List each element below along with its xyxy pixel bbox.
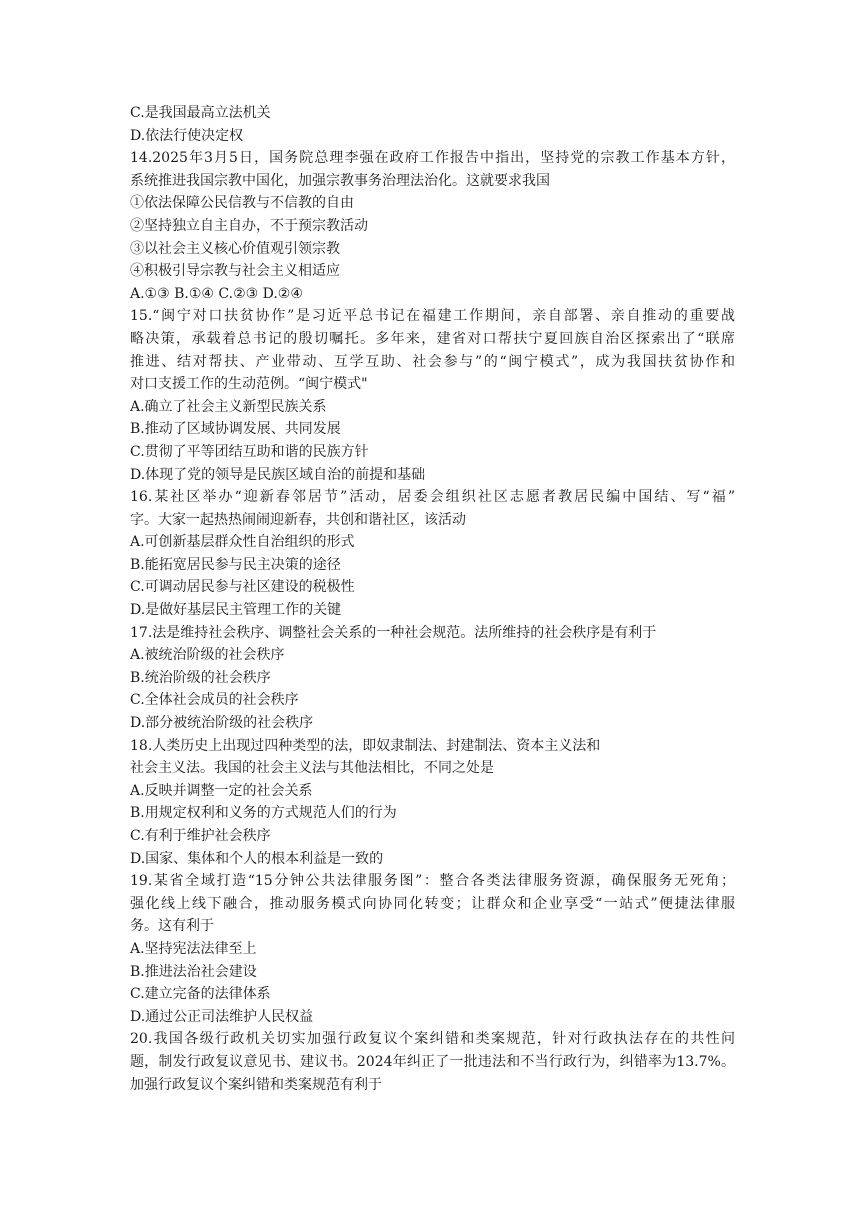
text-line: D.国家、集体和个人的根本利益是一致的 (130, 850, 384, 867)
text-line: C.可调动居民参与社区建设的税极性 (130, 579, 355, 596)
text-line: C.是我国最高立法机关 (130, 105, 271, 121)
text-line: A.坚持宪法法律至上 (130, 940, 257, 957)
text-line: 略决策，承载着总书记的殷切嘱托。多年来，建省对口帮扶宁夏回族自治区探索出了“联席 (130, 330, 735, 347)
text-line: D.是做好基层民主管理工作的关键 (130, 602, 342, 619)
text-line: 加强行政复议个案纠错和类案规范有利于 (130, 1076, 382, 1093)
text-line: 推进、结对帮扶、产业带动、互学互助、社会参与”的“闽宁模式”，成为我国扶贫协作和 (130, 353, 735, 370)
text-line: B.推动了区域协调发展、共同发展 (130, 421, 341, 438)
text-line: B.用规定权利和义务的方式规范人们的行为 (130, 805, 397, 822)
text-line: A.被统治阶级的社会秩序 (130, 647, 285, 664)
text-line: ④积极引导宗教与社会主义相适应 (130, 263, 340, 280)
text-line: D.通过公正司法维护人民权益 (130, 1008, 314, 1025)
text-line: C.贯彻了平等团结互助和谐的民族方针 (130, 443, 369, 460)
text-line: C.建立完备的法律体系 (130, 986, 271, 1003)
text-line: C.全体社会成员的社会秩序 (130, 692, 299, 709)
text-line: B.能拓宽居民参与民主决策的途径 (130, 556, 341, 573)
text-line: 18.人类历史上出现过四种类型的法，即奴隶制法、封建制法、资本主义法和 (130, 737, 601, 754)
text-line: 15.“闽宁对口扶贫协作”是习近平总书记在福建工作期间，亲自部署、亲自推动的重要战 (130, 308, 735, 325)
text-line: 对口支援工作的生动范例。“闽宁模式" (130, 376, 368, 393)
text-line: A.反映并调整一定的社会关系 (130, 782, 313, 799)
text-line: 19.某省全域打造“15分钟公共法律服务图”：整合各类法律服务资源，确保服务无死角； (130, 873, 735, 890)
text-line: D.部分被统治阶级的社会秩序 (130, 715, 314, 732)
text-line: 系统推进我国宗教中国化，加强宗教事务治理法治化。这就要求我国 (130, 172, 550, 189)
text-line: A.可创新基层群众性自治组织的形式 (130, 534, 355, 551)
text-line: 务。这有利于 (130, 918, 214, 935)
text-line: 17.法是维持社会秩序、调整社会关系的一种社会规范。法所维持的社会秩序是有利于 (130, 624, 657, 641)
text-line: 14.2025年3月5日，国务院总理李强在政府工作报告中指出，坚持党的宗教工作基本方针， (130, 150, 735, 167)
text-line: 强化线上线下融合，推动服务模式向协同化转变；让群众和企业享受“一站式”便捷法律服 (130, 895, 735, 912)
text-line: 16.某社区举办“迎新春邻居节”活动，居委会组织社区志愿者教居民编中国结、写“福” (130, 489, 735, 506)
text-line: B.统治阶级的社会秩序 (130, 669, 271, 686)
text-line: 字。大家一起热热闹闹迎新春，共创和谐社区，该活动 (130, 511, 466, 528)
text-line: 20.我国各级行政机关切实加强行政复议个案纠错和类案规范，针对行政执法存在的共性问 (130, 1031, 735, 1048)
text-line: A.确立了社会主义新型民族关系 (130, 398, 327, 415)
text-line: 社会主义法。我国的社会主义法与其他法相比，不同之处是 (130, 760, 494, 777)
text-line: ③以社会主义核心价值观引领宗教 (130, 240, 340, 257)
text-line: B.推进法治社会建设 (130, 963, 257, 980)
text-line: ②坚持独立自主自办，不于预宗教活动 (130, 217, 368, 234)
text-line: A.①③ B.①④ C.②③ D.②④ (130, 285, 303, 302)
text-line: D.依法行使决定权 (130, 127, 244, 144)
text-line: 题，制发行政复议意见书、建议书。2024年纠正了一批违法和不当行政行为，纠错率为13.7%。 (130, 1053, 735, 1070)
text-line: D.体现了党的领导是民族区域自治的前提和基础 (130, 466, 426, 483)
text-line: ①依法保障公民信教与不信教的自由 (130, 195, 354, 212)
text-line: C.有利于维护社会秩序 (130, 828, 271, 844)
exam-page (130, 102, 735, 1096)
